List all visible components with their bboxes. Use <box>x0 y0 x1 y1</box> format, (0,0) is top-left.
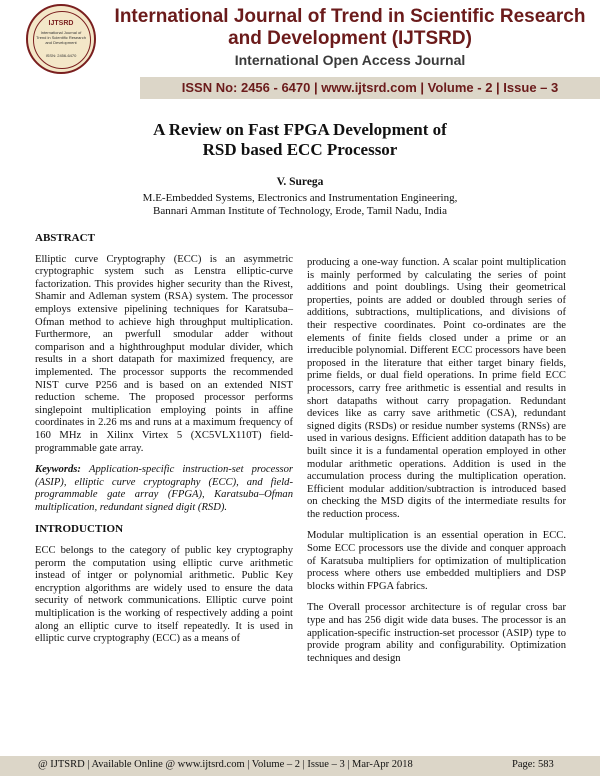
footer-citation: @ IJTSRD | Available Online @ www.ijtsrd.com | Volume – 2 | Issue – 3 | Mar-Apr 2018 <box>38 759 413 770</box>
introduction-heading: INTRODUCTION <box>35 523 124 536</box>
introduction-text: ECC belongs to the category of public key cryptography perorm the computation using elliptic curve arithmetic instead of intger or polynomial arithmetic. Public Key encryption algorithms are widely used to ensure the data security of network communications. Elliptic curve point multiplication is the working of respectively adding a point along an elliptic curve to itself repeatedly. It is used in elliptic curve cryptography (ECC) as a means of <box>35 545 293 645</box>
left-column <box>35 232 293 655</box>
author-name: V. Surega <box>276 176 324 188</box>
keywords <box>35 464 293 514</box>
abstract-heading: ABSTRACT <box>35 232 95 244</box>
paper-title: A Review on Fast FPGA Development of RSD based ECC Processor <box>153 120 447 159</box>
body-paragraph-2: Modular multiplication is an essential operation in ECC. Some ECC processors use the divide and conquer approach of Karatsuba multipliers for optimization of multiplication process where others use embedded multipliers and DSP blocks within FPGA fabrics. <box>307 530 566 592</box>
logo-name: International Journal of Trend in Scientific Research and Development <box>36 30 86 45</box>
author-affiliation <box>0 192 600 218</box>
abstract-text: Elliptic curve Cryptography (ECC) is an asymmetric cryptographic system such as Lenstra elliptic-curve factorization. This provides higher security than the Rivest, Shamir and Adleman system (RSA) system. The processor employs extensive pipelining techniques for Karatsuba–Ofman method to achieve high throughput multiplication. Furthermore, an pwerfull smodular adder without comparison and a highthroughput modular divider, which results in a short datapath for maximized frequency, are implemented. The processor supports the recommended NIST curve P256 and is based on an extended NIST reduction scheme. The proposed processor performs singlepoint multiplication employing points in affine coordinates in 2.26 ms and runs at a maximum frequency of 160 MHz in Xilinx Virtex 5 (XC5VLX110T) field-programmable gate array. <box>35 253 293 454</box>
right-column <box>307 257 566 674</box>
issn-line: ISSN No: 2456 - 6470 | www.ijtsrd.com | Volume - 2 | Issue – 3 <box>181 80 559 95</box>
body-paragraph-1: producing a one-way function. A scalar point multiplication is mainly performed by calculating the series of point additions and point doublings. Using their geometrical properties, points are added or doubled through series of additions, subtractions, multiplications, and divisions of their respective coordinates. Point co-ordinates are the elements of finite fields closed under a prime or an irreducible polynomial. Different ECC processors have been proposed in the literature that either target binary fields, prime fields, or dual field operations. In prime field ECC processors, carry free arithmetic is essential and results in short datapaths without carry propagation. Redundant devices like as carry save arithmetic (CSA), redundant signed digits (RSDs) or residue number systems (RNSs) are used in various designs. Efficient addition datapath has to be built since it is a fundamental operation employed in other modular arithmetic operations. Addition is used in the accumulation process during the multiplication operation. Efficient modular addition/subtraction is introduced based on checking the MSD digits of the intermediate results for the reduction process. <box>307 257 566 520</box>
body-paragraph-3: The Overall processor architecture is of regular cross bar type and has 256 digit wide data buses. The processor is an application-specific instruction-set processor (ASIP) type to provide program ability and configurability. Optimization techniques and design <box>307 602 566 664</box>
logo-issn: ISSN: 2456-6470 <box>45 53 77 58</box>
journal-subtitle: International Open Access Journal <box>234 52 466 68</box>
journal-title: International Journal of Trend in Scientific Research and Development (IJTSRD) <box>114 6 586 49</box>
affiliation-line-2: Bannari Amman Institute of Technology, Erode, Tamil Nadu, India <box>153 205 447 217</box>
page-number: Page: 583 <box>512 759 554 770</box>
journal-logo <box>26 4 96 74</box>
logo-acronym: IJTSRD <box>48 20 74 27</box>
journal-header <box>0 0 600 100</box>
keywords-label: Keywords: <box>35 464 81 476</box>
keywords-text: Application-specific instruction-set processor (ASIP), elliptic curve cryptography (ECC), and field-programmable gate array (FPGA), Karatsuba–Ofman multiplication, redundant signed digit (RSD). <box>35 464 293 513</box>
affiliation-line-1: M.E-Embedded Systems, Electronics and Instrumentation Engineering, <box>142 192 458 204</box>
